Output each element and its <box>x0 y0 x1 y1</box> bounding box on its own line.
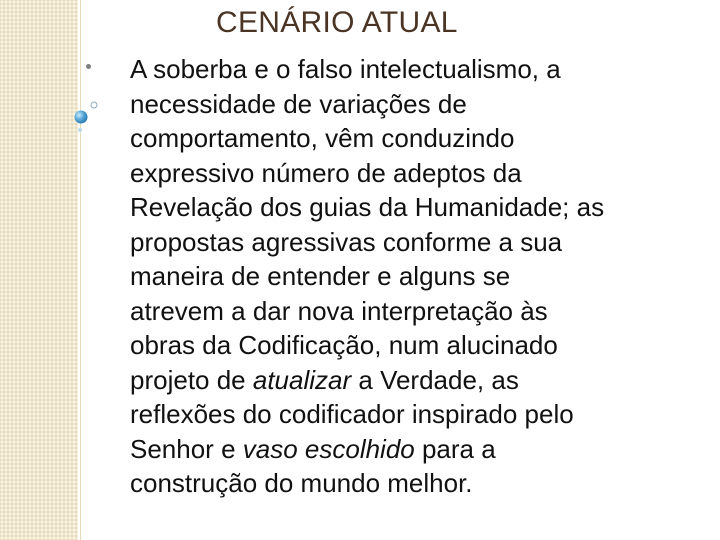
text-segment: a Verdade, as <box>351 364 519 395</box>
italic-text: atualizar <box>252 364 352 395</box>
text-line: expressivo número de adeptos da <box>130 157 522 188</box>
text-line: construção do mundo melhor. <box>130 468 473 498</box>
bullet-marker <box>86 64 91 69</box>
text-line: comportamento, vêm conduzindo <box>130 123 515 153</box>
text-line: propostas agressivas conforme a sua <box>130 226 563 257</box>
decorative-circles <box>0 0 110 140</box>
text-segment: para a <box>414 433 496 464</box>
blue-ball-icon <box>75 111 88 124</box>
text-line: maneira de entender e alguns se <box>130 261 511 291</box>
text-line <box>130 363 720 398</box>
italic-text: vaso escolhido <box>242 433 415 464</box>
text-line: necessidade de variações de <box>130 88 467 119</box>
tiny-dot-icon <box>78 128 82 132</box>
small-ring-icon <box>91 102 97 108</box>
text-line <box>130 432 720 467</box>
text-line: atrevem a dar nova interpretação às <box>130 295 548 326</box>
page-title: CENÁRIO ATUAL <box>216 6 458 39</box>
text-line: Revelação dos guias da Humanidade; as <box>130 192 605 222</box>
text-segment: projeto de <box>130 364 253 395</box>
text-segment: Senhor e <box>130 433 243 464</box>
text-line: obras da Codificação, num alucinado <box>130 330 558 360</box>
text-line: reflexões do codificador inspirado pelo <box>130 399 574 429</box>
text-line: A soberba e o falso intelectualismo, a <box>130 54 561 84</box>
body-paragraph <box>130 52 720 501</box>
